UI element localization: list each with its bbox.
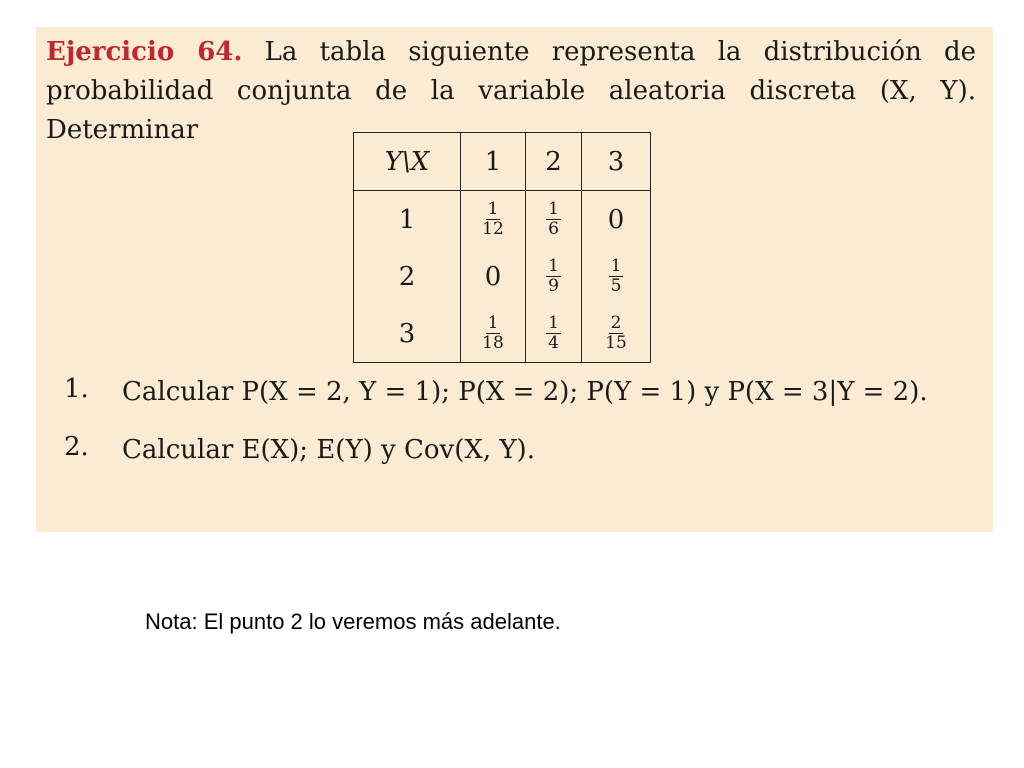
fraction <box>546 258 561 295</box>
fraction-numerator: 2 <box>610 313 622 333</box>
y-value-cell: 3 <box>354 305 461 363</box>
table-row <box>354 191 651 249</box>
probability-cell: 0 <box>582 191 651 249</box>
table-corner-cell: Y\X <box>354 133 461 191</box>
y-value-cell: 1 <box>354 191 461 249</box>
item-number: 2. <box>64 432 89 462</box>
probability-cell <box>582 305 651 363</box>
fraction-denominator: 4 <box>548 333 559 353</box>
probability-cell <box>461 305 526 363</box>
fraction <box>480 201 506 238</box>
probability-cell <box>582 248 651 305</box>
table-row <box>354 248 651 305</box>
note-text: Nota: El punto 2 lo veremos más adelante. <box>145 609 561 634</box>
y-value-cell: 2 <box>354 248 461 305</box>
fraction-denominator: 6 <box>548 219 559 239</box>
x-header-cell: 2 <box>526 133 582 191</box>
table-body <box>354 191 651 363</box>
probability-cell: 0 <box>461 248 526 305</box>
table-row <box>354 305 651 363</box>
fraction-numerator: 1 <box>487 313 499 333</box>
item-text: Calcular P(X = 2, Y = 1); P(X = 2); P(Y = 1) y P(X = 3|Y = 2). <box>122 377 928 407</box>
fraction <box>546 315 561 352</box>
x-header-cell: 1 <box>461 133 526 191</box>
fraction-denominator: 5 <box>610 276 622 296</box>
probability-cell <box>526 305 582 363</box>
fraction-denominator: 9 <box>548 276 559 296</box>
fraction-numerator: 1 <box>548 199 559 219</box>
exercise-box <box>36 27 993 532</box>
x-header-cell: 3 <box>582 133 651 191</box>
fraction-denominator: 15 <box>605 333 627 353</box>
item-text: Calcular E(X); E(Y) y Cov(X, Y). <box>122 435 535 465</box>
fraction <box>603 315 629 352</box>
item-number: 1. <box>64 374 89 404</box>
probability-cell <box>526 248 582 305</box>
fraction <box>609 258 624 295</box>
probability-table <box>353 132 651 363</box>
probability-cell <box>526 191 582 249</box>
item-list <box>64 374 969 490</box>
fraction <box>480 315 506 352</box>
probability-cell <box>461 191 526 249</box>
fraction-denominator: 12 <box>482 219 504 239</box>
exercise-intro-text: La tabla siguiente representa la distribución de probabilidad conjunta de la variable aleatoria discreta (X, Y). Determinar <box>46 37 977 145</box>
fraction-numerator: 1 <box>548 256 559 276</box>
list-item <box>64 374 969 410</box>
exercise-title: Ejercicio 64. <box>46 37 243 67</box>
list-item <box>64 432 969 468</box>
fraction-numerator: 1 <box>487 199 499 219</box>
fraction-denominator: 18 <box>482 333 504 353</box>
fraction <box>546 201 561 238</box>
fraction-numerator: 1 <box>548 313 559 333</box>
fraction-numerator: 1 <box>610 256 622 276</box>
table-header-row <box>354 133 651 191</box>
